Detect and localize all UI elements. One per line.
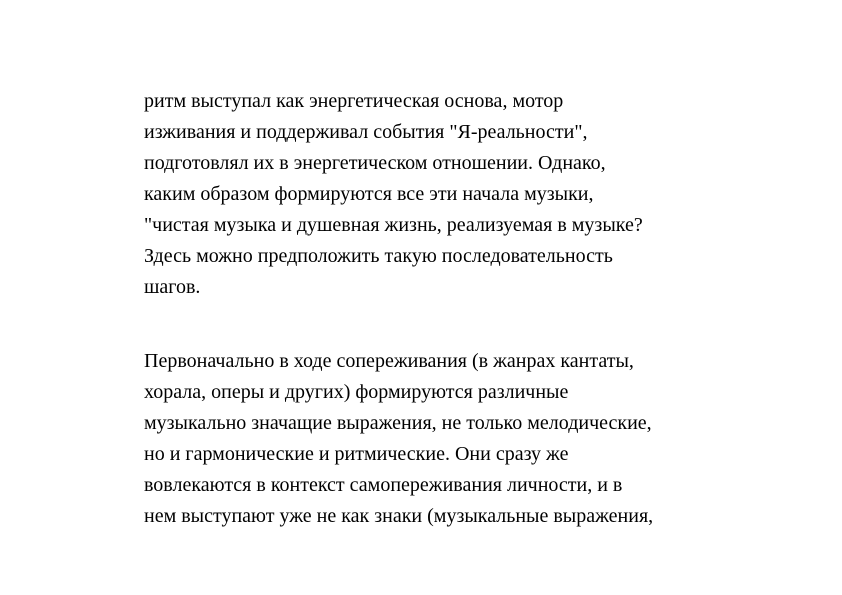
text-line: подготовлял их в энергетическом отношении. Однако, [144, 152, 606, 174]
text-line: "чистая музыка и душевная жизнь, реализуемая в музыке? [144, 214, 643, 236]
text-line: вовлекаются в контекст самопереживания личности, и в [144, 474, 623, 496]
text-line: Здесь можно предположить такую последовательность [144, 245, 613, 267]
text-line: ритм выступал как энергетическая основа, мотор [144, 90, 564, 112]
text-line: Первоначально в ходе сопереживания (в жанрах кантаты, [144, 350, 634, 372]
text-line: хорала, оперы и других) формируются различные [144, 381, 569, 403]
text-line: шагов. [144, 276, 201, 298]
text-line: каким образом формируются все эти начала музыки, [144, 183, 594, 205]
text-line: нем выступают уже не как знаки (музыкальные выражения, [144, 505, 654, 527]
text-line: но и гармонические и ритмические. Они сразу же [144, 443, 569, 465]
paragraph-1 [144, 86, 744, 303]
text-line: изживания и поддерживал события "Я-реальности", [144, 121, 588, 143]
paragraph-2 [144, 346, 744, 532]
text-line: музыкально значащие выражения, не только мелодические, [144, 412, 652, 434]
